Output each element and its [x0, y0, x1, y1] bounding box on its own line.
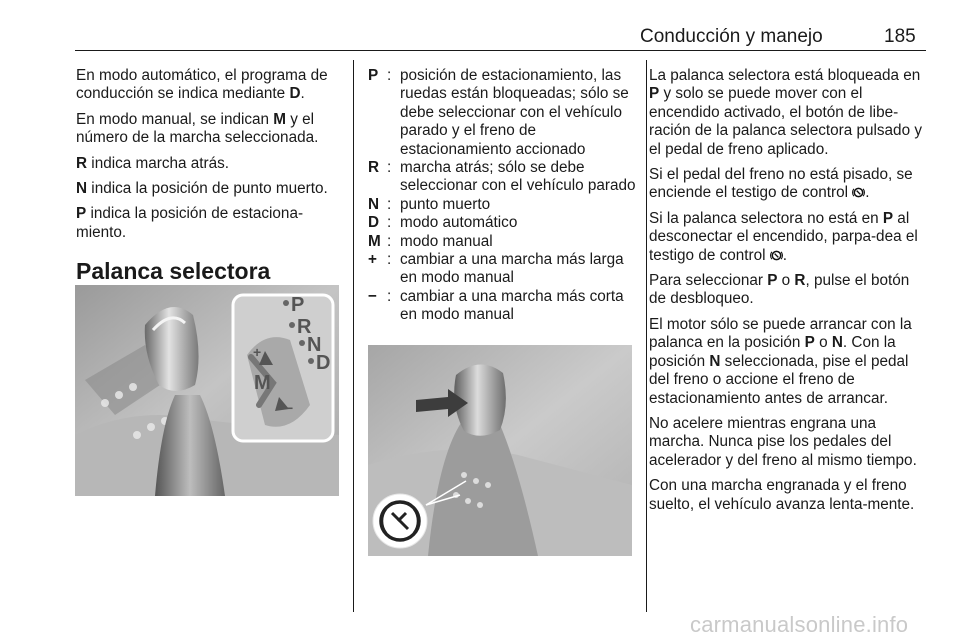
- definition-text: modo manual: [400, 232, 493, 250]
- definition-text: cambiar a una marcha más larga en modo manual: [400, 251, 624, 287]
- definition-item: [368, 214, 636, 232]
- paragraph: El motor sólo se puede arrancar con la palanca en la posición P o N. Con la posición N seleccionada, pise el pedal del freno o accione el freno de estacionamiento antes de arrancar.: [649, 315, 912, 407]
- watermark: carmanualsonline.info: [690, 612, 909, 637]
- inset-label-r: R: [297, 316, 312, 338]
- inset-label-n: N: [307, 334, 322, 356]
- definition-text: cambiar a una marcha más corta en modo manual: [400, 287, 624, 324]
- definition-term: M: [368, 232, 381, 250]
- definition-text: punto muerto: [400, 195, 491, 213]
- paragraph: N indica la posición de punto muerto.: [76, 180, 328, 198]
- definition-item: [368, 67, 636, 159]
- definition-text: posición de estacionamiento, las ruedas están bloqueadas; sólo se debe seleccionar con el vehículo parado y el freno de estacionamiento accionado: [400, 67, 629, 158]
- paragraph: Para seleccionar P o R, pulse el botón de desbloqueo.: [649, 272, 910, 308]
- paragraph: En modo manual, se indican M y el número de la marcha seleccionada.: [76, 110, 319, 147]
- paragraph: Con una marcha engranada y el freno suelto, el vehículo avanza lenta-mente.: [649, 477, 915, 513]
- column-left: [76, 67, 344, 285]
- definition-term: +: [368, 251, 377, 269]
- paragraph: En modo automático, el programa de conducción se indica mediante D.: [76, 67, 328, 103]
- paragraph: P indica la posición de estaciona-miento.: [76, 205, 304, 241]
- definition-separator: :: [387, 214, 392, 232]
- paragraph: Si la palanca selectora no está en P al desconectar el encendido, parpa-dea el testigo de control .: [649, 209, 918, 264]
- definition-separator: :: [387, 287, 392, 305]
- definition-separator: :: [387, 251, 392, 269]
- definition-separator: :: [387, 67, 392, 84]
- paragraph: R indica marcha atrás.: [76, 154, 230, 172]
- gear-selector-figure: [75, 285, 339, 496]
- definition-term: D: [368, 214, 380, 232]
- brake-warning-icon: [770, 249, 783, 262]
- inset-label-m: M: [254, 372, 271, 394]
- gear-selector-illustration: [75, 285, 339, 496]
- release-button-illustration: [368, 345, 632, 556]
- page-number: 185: [884, 26, 916, 47]
- definition-item: [368, 288, 636, 325]
- definition-item: [368, 196, 636, 214]
- definition-term: R: [368, 159, 380, 177]
- header-rule: [75, 50, 926, 51]
- definition-text: modo automático: [400, 214, 518, 232]
- definition-text: marcha atrás; sólo se debe seleccionar con el vehículo parado: [400, 159, 636, 195]
- definition-item: [368, 233, 636, 251]
- definition-term: P: [368, 67, 379, 84]
- inset-label-plus: +: [253, 344, 262, 360]
- definition-separator: :: [387, 195, 392, 213]
- inset-label-minus: −: [285, 400, 294, 416]
- definition-item: [368, 251, 636, 288]
- inset-label-d: D: [316, 352, 331, 374]
- paragraph: Si el pedal del freno no está pisado, se enciende el testigo de control .: [649, 166, 913, 202]
- release-button-figure: [368, 345, 632, 556]
- definition-term: N: [368, 195, 380, 213]
- paragraph: No acelere mientras engrana una marcha. Nunca pise los pedales del acelerador y del freno al mismo tiempo.: [649, 414, 917, 469]
- definition-separator: :: [387, 232, 392, 250]
- definition-item: [368, 159, 636, 196]
- header-title: Conducción y manejo: [640, 26, 823, 47]
- column-divider-1: [353, 60, 354, 612]
- definition-list: [368, 67, 636, 325]
- column-divider-2: [646, 60, 647, 612]
- inset-label-p: P: [291, 294, 305, 316]
- definition-separator: :: [387, 159, 392, 177]
- section-title: Palanca selectora: [76, 258, 271, 285]
- brake-warning-icon: [852, 186, 865, 199]
- definition-term: −: [368, 287, 377, 305]
- paragraph: La palanca selectora está bloqueada en P y solo se puede mover con el encendido activado, el botón de libe-ración de la palanca selectora pulsado y el pedal de freno aplicado.: [649, 67, 922, 158]
- column-right: [649, 67, 929, 521]
